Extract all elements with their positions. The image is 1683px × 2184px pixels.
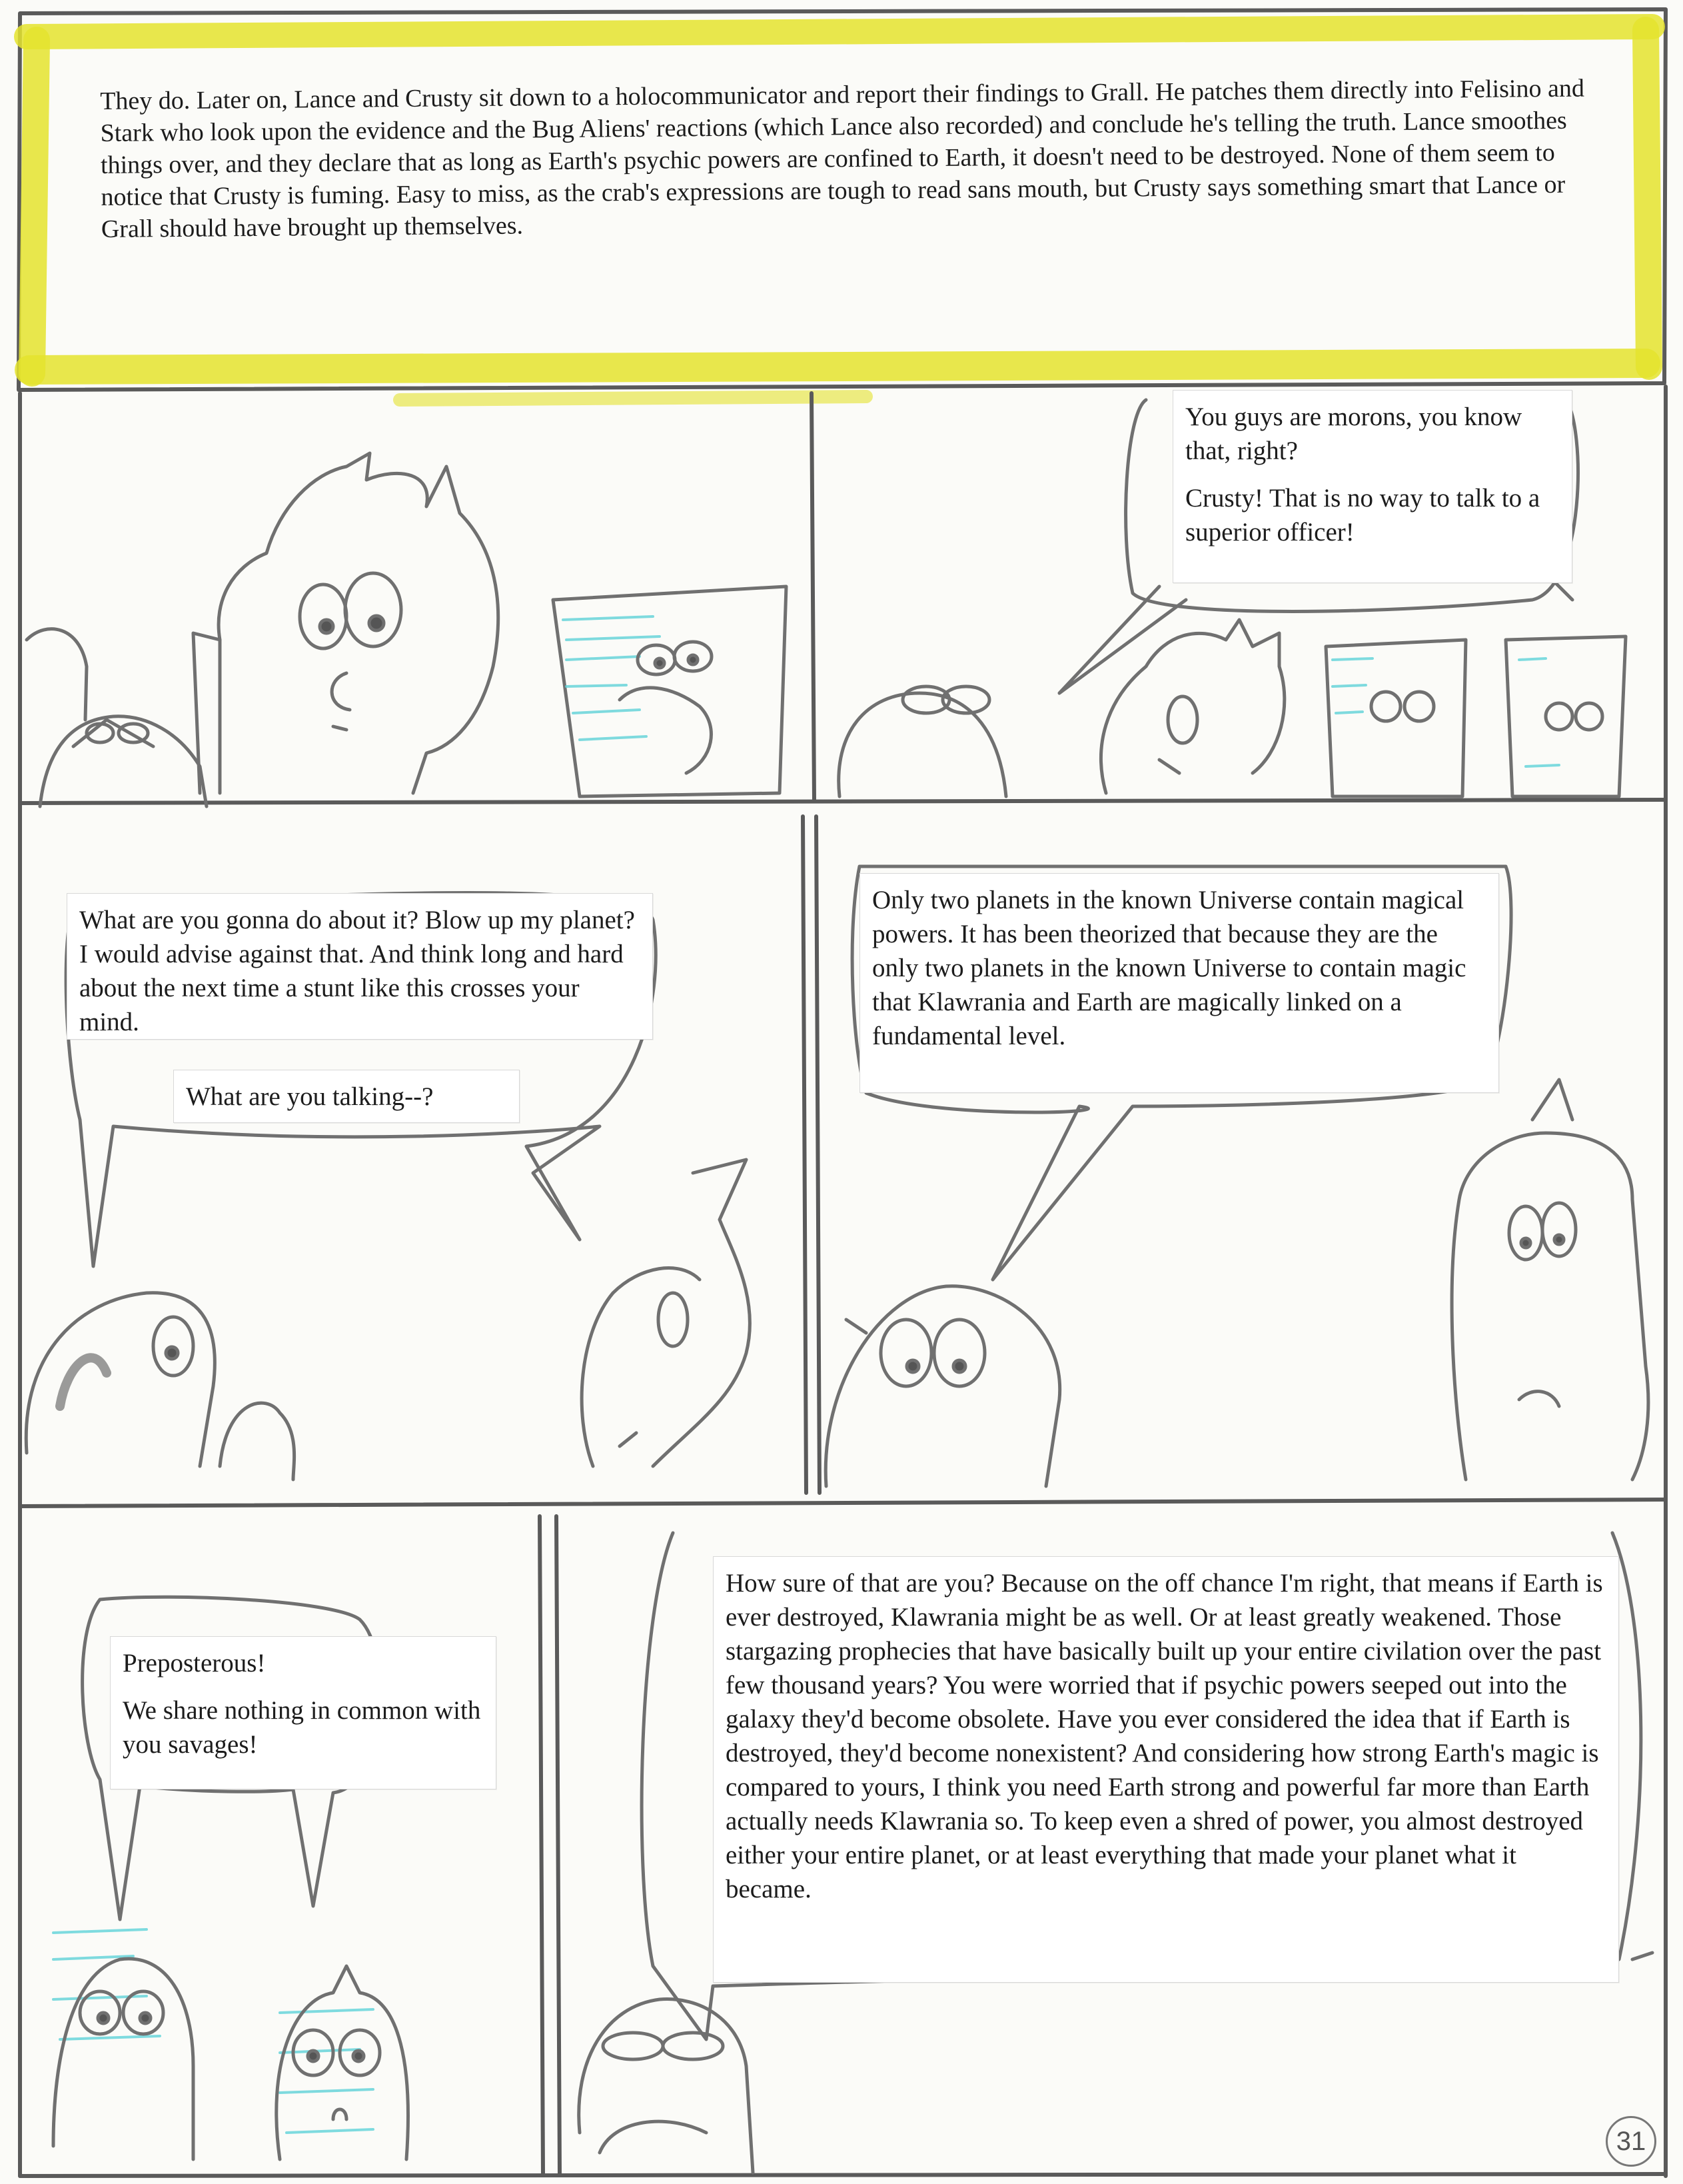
panel3-speech — [67, 893, 653, 1040]
panel3-reply — [173, 1070, 520, 1123]
panel4-speech — [859, 873, 1499, 1093]
crusty-line: What are you gonna do about it? Blow up my planet? I would advise against that. And think long and hard about the next time a stunt like this crosses your mind. — [79, 906, 635, 1036]
panel2-speech — [1173, 390, 1572, 583]
crusty-line: How sure of that are you? Because on the off chance I'm right, that means if Earth is ever destroyed, Klawrania might be as well. Or at least greatly weakened. Those stargazing prophecies that have basically built up your entire civilation over the past few thousand years? You were worried that if psychic powers seeped out into the galaxy they'd become obsolete. Have you ever considered the idea that if Earth is destroyed, they'd become nonexistent? And considering how strong Earth's magic is compared to yours, I think you need Earth strong and powerful far more than Earth actually needs Klawrania so. To keep even a shred of power, you almost destroyed either your entire planet, or at least everything that made your planet what it became. — [726, 1569, 1603, 1903]
panel5-speech — [110, 1636, 496, 1789]
narration-caption: They do. Later on, Lance and Crusty sit down to a holocommunicator and report their findings to Grall. He patches them directly into Felisino and Stark who look upon the evidence and the Bug Aliens' reactions (which Lance also recorded) and conclude he's telling the truth. Lance smoothes things over, and they declare that as long as Earth's psychic powers are confined to Earth, it doesn't need to be destroyed. None of them seem to notice that Crusty is fuming. Easy to miss, as the crab's expressions are tough to read sans mouth, but Crusty says something smart that Lance or Grall should have brought up themselves. — [100, 74, 1585, 243]
lance-line: What are you talking--? — [186, 1082, 434, 1111]
panel1-art — [27, 453, 786, 806]
page-number: 31 — [1606, 2116, 1656, 2167]
stark-line: We share nothing in common with you savages! — [123, 1696, 481, 1759]
lance-line: Crusty! That is no way to talk to a superior officer! — [1185, 484, 1540, 546]
crusty-line: Only two planets in the known Universe contain magical powers. It has been theorized that because they are the only two planets in the known Universe to contain magic that Klawrania and Earth are magically linked on a fundamental level. — [872, 886, 1466, 1050]
panel6-speech — [713, 1556, 1619, 1983]
crusty-line: You guys are morons, you know that, right? — [1185, 403, 1522, 465]
felisino-line: Preposterous! — [123, 1649, 266, 1677]
